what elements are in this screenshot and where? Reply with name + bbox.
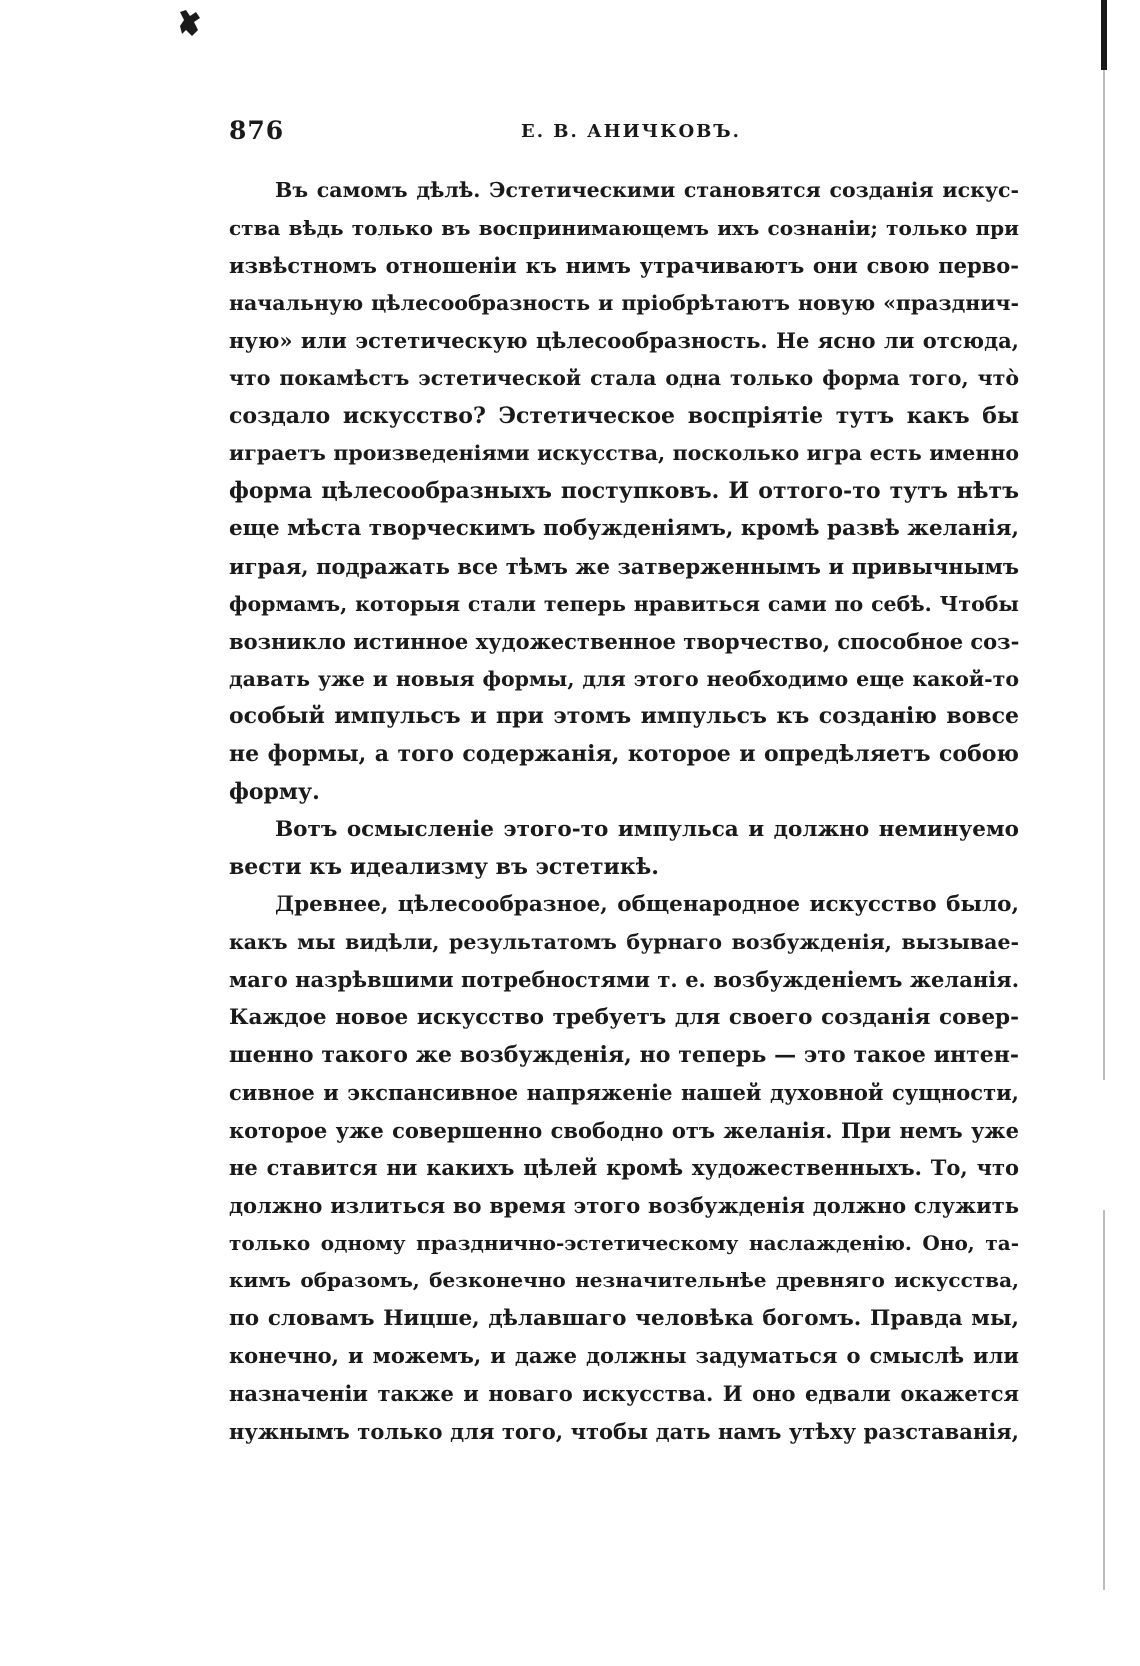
text-line: не ставится ни какихъ цѣлей кромѣ художественныхъ. То, что	[229, 1155, 1019, 1181]
text-line: шенно такого же возбужденія, но теперь — это такое интен-	[229, 1041, 1019, 1068]
text-line: что покамѣстъ эстетической стала одна только форма того, чтò	[229, 365, 1019, 390]
text-line: начальную цѣлесообразность и пріобрѣтаютъ новую «празднич-	[229, 290, 1019, 315]
paragraph	[229, 811, 1019, 886]
text-line: нужнымъ только для того, чтобы дать намъ утѣху разставанія,	[229, 1418, 1019, 1444]
text-line: назначеніи также и новаго искусства. И оно едвали окажется	[229, 1381, 1019, 1406]
text-line: маго назрѣвшими потребностями т. е. возбужденіемъ желанія.	[229, 967, 1019, 993]
text-line: форму.	[229, 778, 320, 805]
text-line: которое уже совершенно свободно отъ желанія. При немъ уже	[229, 1117, 1019, 1143]
text-line: сивное и экспансивное напряженіе нашей духовной сущности,	[229, 1080, 1019, 1106]
text-line: не формы, а того содержанія, которое и опредѣляетъ собою	[229, 740, 1019, 767]
text-line: извѣстномъ отношеніи къ нимъ утрачиваютъ они свою перво-	[229, 253, 1019, 279]
text-line: форма цѣлесообразныхъ поступковъ. И оттого-то тутъ нѣтъ	[229, 477, 1019, 504]
text-line: давать уже и новыя формы, для этого необходимо еще какой-то	[229, 666, 1019, 691]
text-line: Вотъ осмысленіе этого-то импульса и должно неминуемо	[275, 817, 1019, 843]
running-head: Е. В. АНИЧКОВЪ.	[521, 121, 741, 142]
text-line: конечно, и можемъ, и даже должны задуматься о смыслѣ или	[229, 1343, 1019, 1369]
text-line: по словамъ Ницше, дѣлавшаго человѣка богомъ. Правда мы,	[229, 1305, 1019, 1331]
corner-ink-blot	[176, 6, 206, 40]
paragraph	[229, 172, 1019, 811]
text-line: вести къ идеализму въ эстетикѣ.	[229, 853, 659, 880]
text-line: играя, подражать все тѣмъ же затверженнымъ и привычнымъ	[229, 553, 1019, 579]
text-line: Каждое новое искусство требуетъ для своего созданія совер-	[229, 1005, 1019, 1031]
page-edge-line	[1103, 70, 1105, 1080]
text-line: кимъ образомъ, безконечно незначительнѣе древняго искусства,	[229, 1268, 1019, 1293]
text-line: возникло истинное художественное творчество, способное соз-	[229, 629, 1020, 655]
text-line: какъ мы видѣли, результатомъ бурнаго возбужденія, вызывае-	[229, 929, 1019, 954]
text-line: только одному празднично-эстетическому наслажденію. Оно, та-	[229, 1230, 1019, 1255]
text-line: формамъ, которыя стали теперь нравиться сами по себѣ. Чтобы	[229, 591, 1019, 616]
text-line: Древнее, цѣлесообразное, общенародное искусство было,	[275, 892, 1019, 918]
page-edge-line-lower	[1103, 1210, 1105, 1590]
text-line: Въ самомъ дѣлѣ. Эстетическими становятся созданія искус-	[275, 178, 1019, 202]
page-header	[229, 116, 1019, 156]
text-line: играетъ произведеніями искусства, посколько игра есть именно	[229, 441, 1019, 466]
paragraph	[229, 886, 1019, 1450]
page-number: 876	[229, 116, 285, 145]
text-line: особый импульсъ и при этомъ импульсъ къ созданію вовсе	[229, 703, 1019, 730]
text-line: ную» или эстетическую цѣлесообразность. Не ясно ли отсюда,	[229, 328, 1019, 354]
body-text	[229, 172, 1019, 1450]
text-line: еще мѣста творческимъ побужденіямъ, кромѣ развѣ желанія,	[229, 516, 1019, 542]
page-edge-rule	[1101, 0, 1107, 70]
text-line: должно излиться во время этого возбужденія должно служить	[229, 1193, 1019, 1219]
text-line: ства вѣдь только въ воспринимающемъ ихъ сознаніи; только при	[229, 215, 1019, 240]
text-line: создало искусство? Эстетическое воспріятіе тутъ какъ бы	[229, 402, 1019, 429]
